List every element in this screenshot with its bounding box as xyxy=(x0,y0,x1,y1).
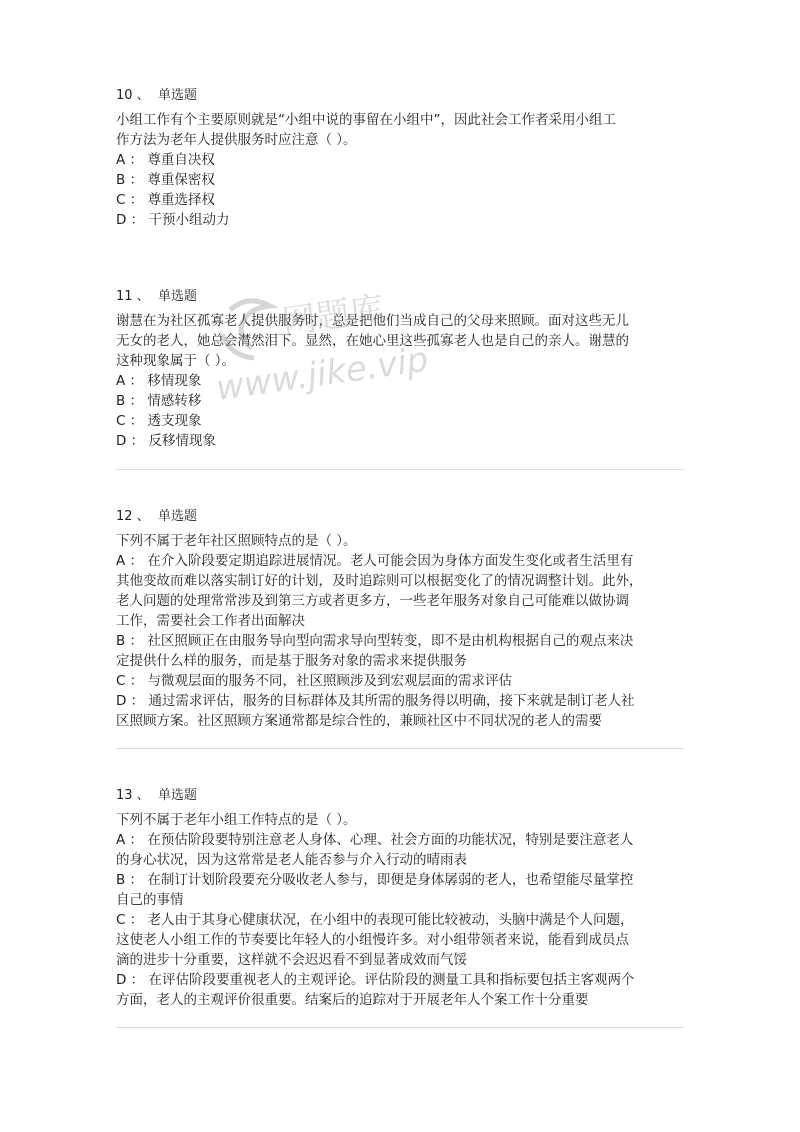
question-header: 13 、 单选题 xyxy=(116,788,197,803)
option-a-cont: 的身心状况，因为这常常是老人能否参与介入行动的晴雨表 xyxy=(116,852,467,868)
question-header: 10 、 单选题 xyxy=(116,88,197,103)
divider xyxy=(116,748,684,749)
question-stem: 作方法为老年人提供服务时应注意（ ）。 xyxy=(116,132,357,148)
option-a: A ： 在预估阶段要特别注意老人身体、心理、社会方面的功能状况，特别是要注意老人 xyxy=(116,832,634,848)
option-a-cont: 工作，需要社会工作者出面解决 xyxy=(116,613,305,629)
divider xyxy=(116,1027,684,1028)
question-stem: 无女的老人，她总会潸然泪下。显然，在她心里这些孤寡老人也是自己的亲人。谢慧的 xyxy=(116,333,629,349)
option-a-cont: 老人问题的处理常常涉及到第三方或者更多方，一些老年服务对象自己可能难以做协调 xyxy=(116,593,629,609)
watermark-url: www.jike.vip xyxy=(213,339,431,409)
option-b: B ： 在制订计划阶段要充分吸收老人参与，即便是身体孱弱的老人，也希望能尽量掌控 xyxy=(116,872,634,888)
option-a-cont: 其他变故而难以落实制订好的计划，及时追踪则可以根据变化了的情况调整计划。此外， xyxy=(116,573,643,589)
watermark-brand: 网题库 xyxy=(279,289,387,343)
option-b: B ： 情感转移 xyxy=(116,393,202,409)
option-a: A ： 在介入阶段要定期追踪进展情况。老人可能会因为身体方面发生变化或者生活里有 xyxy=(116,553,634,569)
option-b-cont: 自己的事情 xyxy=(116,892,184,908)
question-stem: 谢慧在为社区孤寡老人提供服务时，总是把他们当成自己的父母来照顾。面对这些无儿 xyxy=(116,313,629,329)
option-b: B ： 尊重保密权 xyxy=(116,172,215,188)
option-d-cont: 区照顾方案。社区照顾方案通常都是综合性的，兼顾社区中不同状况的老人的需要 xyxy=(116,713,602,729)
option-b: B ： 社区照顾正在由服务导向型向需求导向型转变，即不是由机构根据自己的观点来决 xyxy=(116,633,634,649)
option-d: D ： 通过需求评估，服务的目标群体及其所需的服务得以明确，接下来就是制订老人社 xyxy=(116,693,635,709)
question-header: 12 、 单选题 xyxy=(116,509,197,524)
option-a: A ： 尊重自决权 xyxy=(116,152,215,168)
question-10 xyxy=(116,86,686,230)
question-12 xyxy=(116,507,686,731)
option-c: C ： 透支现象 xyxy=(116,413,202,429)
option-c-cont: 这使老人小组工作的节奏要比年轻人的小组慢许多。对小组带领者来说，能看到成员点 xyxy=(116,932,629,948)
option-d-cont: 方面，老人的主观评价很重要。结案后的追踪对于开展老年人个案工作十分重要 xyxy=(116,992,589,1008)
option-b-cont: 定提供什么样的服务，而是基于服务对象的需求来提供服务 xyxy=(116,653,467,669)
question-stem: 下列不属于老年小组工作特点的是（ ）。 xyxy=(116,812,357,828)
option-d: D ： 在评估阶段要重视老人的主观评论。评估阶段的测量工具和指标要包括主客观两个 xyxy=(116,972,635,988)
option-d: D ： 干预小组动力 xyxy=(116,212,230,228)
option-c: C ： 与微观层面的服务不同，社区照顾涉及到宏观层面的需求评估 xyxy=(116,673,513,689)
question-stem: 这种现象属于（ ）。 xyxy=(116,353,236,369)
option-d: D ： 反移情现象 xyxy=(116,433,216,449)
question-11 xyxy=(116,287,686,451)
option-c-cont: 滴的进步十分重要，这样就不会迟迟看不到显著成效而气馁 xyxy=(116,952,467,968)
option-c: C ： 老人由于其身心健康状况，在小组中的表现可能比较被动，头脑中满是个人问题， xyxy=(116,912,634,928)
option-a: A ： 移情现象 xyxy=(116,373,202,389)
question-header: 11 、 单选题 xyxy=(116,289,197,304)
question-stem: 小组工作有个主要原则就是“小组中说的事留在小组中”，因此社会工作者采用小组工 xyxy=(116,112,616,128)
question-stem: 下列不属于老年社区照顾特点的是（ ）。 xyxy=(116,533,357,549)
divider xyxy=(116,469,684,470)
question-13 xyxy=(116,786,686,1010)
option-c: C ： 尊重选择权 xyxy=(116,192,216,208)
